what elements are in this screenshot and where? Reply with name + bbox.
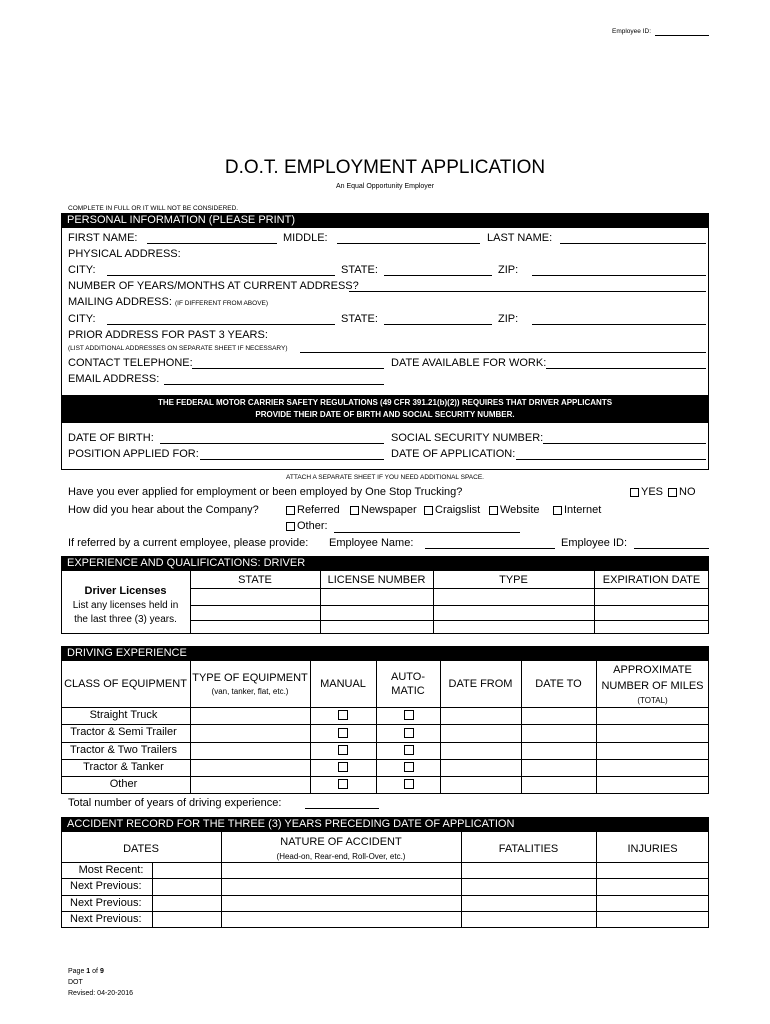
total-years-label: Total number of years of driving experience:	[68, 797, 282, 809]
craigslist-option[interactable]: Craigslist	[424, 504, 480, 516]
page-subtitle: An Equal Opportunity Employer	[335, 183, 435, 190]
exp-row-line-2	[190, 605, 709, 606]
fmcsr-banner	[61, 395, 709, 423]
list-note-2: the last three (3) years.	[74, 614, 177, 625]
mailing-zip-field[interactable]	[532, 324, 706, 325]
total-years-field[interactable]	[305, 808, 379, 809]
exp-col-license: LICENSE NUMBER	[327, 574, 426, 586]
acc-row-next-1: Next Previous:	[70, 880, 142, 892]
employee-name-label: Employee Name:	[329, 537, 414, 549]
auto-checkbox-tanker[interactable]	[404, 762, 414, 772]
ssn-field[interactable]	[543, 443, 706, 444]
auto-checkbox-semi[interactable]	[404, 728, 414, 738]
how-hear-question: How did you hear about the Company?	[68, 504, 259, 516]
experience-header: EXPERIENCE AND QUALIFICATIONS: DRIVER	[61, 556, 709, 571]
acc-col-injuries: INJURIES	[627, 843, 678, 855]
mailing-address-label: MAILING ADDRESS: (IF DIFFERENT FROM ABOVE)	[68, 296, 269, 308]
drv-row-two-trailers: Tractor & Two Trailers	[70, 744, 177, 756]
page-title: D.O.T. EMPLOYMENT APPLICATION	[224, 157, 546, 178]
email-label: EMAIL ADDRESS:	[68, 373, 160, 385]
drv-col-approx-3: (TOTAL)	[637, 696, 668, 705]
mailing-city-label: CITY:	[68, 313, 96, 325]
checkbox-icon[interactable]	[286, 506, 295, 515]
fmcsr-line-2: PROVIDE THEIR DATE OF BIRTH AND SOCIAL SECURITY NUMBER.	[255, 410, 515, 419]
acc-col-nature: NATURE OF ACCIDENT	[280, 836, 402, 848]
acc-row-line-2	[61, 895, 709, 896]
drv-row-line-2	[61, 742, 709, 743]
applied-before-question: Have you ever applied for employment or been employed by One Stop Trucking?	[68, 486, 463, 498]
position-field[interactable]	[200, 459, 384, 460]
last-name-label: LAST NAME:	[487, 232, 553, 244]
checkbox-icon[interactable]	[668, 488, 677, 497]
checkbox-icon[interactable]	[489, 506, 498, 515]
dob-label: DATE OF BIRTH:	[68, 432, 154, 444]
mailing-city-field[interactable]	[107, 324, 335, 325]
other-option[interactable]: Other:	[286, 520, 328, 532]
personal-info-header: PERSONAL INFORMATION (PLEASE PRINT)	[61, 213, 709, 228]
footer-revised: Revised: 04-20-2016	[68, 990, 133, 997]
drv-row-semi-trailer: Tractor & Semi Trailer	[70, 726, 177, 738]
prior-address-label: PRIOR ADDRESS FOR PAST 3 YEARS:	[68, 329, 268, 341]
auto-checkbox-two[interactable]	[404, 745, 414, 755]
page-number: Page 1 of 9	[68, 968, 104, 975]
drv-col-date-from: DATE FROM	[448, 678, 513, 690]
prior-address-field[interactable]	[300, 352, 706, 353]
acc-col-fatalities: FATALITIES	[498, 843, 559, 855]
checkbox-icon[interactable]	[630, 488, 639, 497]
checkbox-icon[interactable]	[424, 506, 433, 515]
city-field[interactable]	[107, 275, 335, 276]
employee-id-label: Employee ID:	[561, 537, 628, 549]
manual-checkbox-other[interactable]	[338, 779, 348, 789]
date-application-field[interactable]	[516, 459, 706, 460]
city-label: CITY:	[68, 264, 96, 276]
exp-row-line-3	[190, 620, 709, 621]
accident-header: ACCIDENT RECORD FOR THE THREE (3) YEARS PRECEDING DATE OF APPLICATION	[61, 817, 709, 832]
state-field[interactable]	[384, 275, 492, 276]
drv-row-line-4	[61, 776, 709, 777]
state-label: STATE:	[341, 264, 378, 276]
acc-row-line-1	[61, 878, 709, 879]
last-name-field[interactable]	[560, 243, 706, 244]
zip-field[interactable]	[532, 275, 706, 276]
date-available-field[interactable]	[546, 368, 706, 369]
drv-col-date-to: DATE TO	[535, 678, 582, 690]
employee-id-field[interactable]	[634, 548, 709, 549]
drv-col-auto-2: MATIC	[391, 685, 425, 697]
top-employee-id-label: Employee ID:	[612, 28, 652, 35]
date-available-label: DATE AVAILABLE FOR WORK:	[391, 357, 547, 369]
years-months-label: NUMBER OF YEARS/MONTHS AT CURRENT ADDRESS?	[68, 280, 359, 292]
date-application-label: DATE OF APPLICATION:	[391, 448, 516, 460]
employee-name-field[interactable]	[425, 548, 555, 549]
checkbox-icon[interactable]	[553, 506, 562, 515]
referred-option[interactable]: Referred	[286, 504, 340, 516]
applied-no-option[interactable]: NO	[668, 486, 696, 498]
manual-checkbox-straight[interactable]	[338, 710, 348, 720]
fmcsr-line-1: THE FEDERAL MOTOR CARRIER SAFETY REGULATIONS (49 CFR 391.21(b)(2)) REQUIRES THAT DRIVER APPLICANTS	[157, 398, 613, 407]
newspaper-option[interactable]: Newspaper	[350, 504, 417, 516]
contact-phone-label: CONTACT TELEPHONE:	[68, 357, 193, 369]
first-name-label: FIRST NAME:	[68, 232, 138, 244]
position-label: POSITION APPLIED FOR:	[68, 448, 199, 460]
drv-col-type-note: (van, tanker, flat, etc.)	[211, 687, 289, 696]
middle-field[interactable]	[337, 243, 480, 244]
applied-yes-option[interactable]: YES	[630, 486, 663, 498]
exp-col-expiration: EXPIRATION DATE	[602, 574, 701, 586]
checkbox-icon[interactable]	[286, 522, 295, 531]
mailing-state-field[interactable]	[384, 324, 492, 325]
drv-row-tanker: Tractor & Tanker	[83, 761, 164, 773]
prior-address-note: (LIST ADDITIONAL ADDRESSES ON SEPARATE SHEET IF NECESSARY)	[68, 345, 288, 352]
driving-header: DRIVING EXPERIENCE	[61, 646, 709, 661]
drv-row-line-1	[61, 724, 709, 725]
drv-col-approx-1: APPROXIMATE	[613, 664, 692, 676]
dob-field[interactable]	[160, 443, 384, 444]
drv-row-line-3	[61, 759, 709, 760]
checkbox-icon[interactable]	[350, 506, 359, 515]
acc-row-next-3: Next Previous:	[70, 913, 142, 925]
top-employee-id-field[interactable]	[655, 35, 709, 36]
manual-checkbox-semi[interactable]	[338, 728, 348, 738]
drv-col-auto-1: AUTO-	[390, 671, 426, 683]
acc-col-nature-note: (Head-on, Rear-end, Roll-Over, etc.)	[276, 852, 406, 861]
ssn-label: SOCIAL SECURITY NUMBER:	[391, 432, 544, 444]
exp-col-type: TYPE	[499, 574, 528, 586]
complete-note: COMPLETE IN FULL OR IT WILL NOT BE CONSIDERED.	[68, 205, 239, 212]
acc-row-most-recent: Most Recent:	[78, 864, 144, 876]
drv-row-other: Other	[109, 778, 138, 790]
drv-col-type: TYPE OF EQUIPMENT	[192, 672, 308, 684]
acc-row-next-2: Next Previous:	[70, 897, 142, 909]
acc-col-dates: DATES	[123, 843, 159, 855]
internet-option[interactable]: Internet	[553, 504, 601, 516]
contact-phone-field[interactable]	[192, 368, 384, 369]
years-months-field[interactable]	[349, 291, 706, 292]
auto-checkbox-other[interactable]	[404, 779, 414, 789]
exp-row-line-1	[190, 588, 709, 589]
first-name-field[interactable]	[147, 243, 277, 244]
exp-col-state: STATE	[238, 574, 272, 586]
drv-col-class: CLASS OF EQUIPMENT	[64, 678, 187, 690]
manual-checkbox-two[interactable]	[338, 745, 348, 755]
drv-row-straight-truck: Straight Truck	[89, 709, 158, 721]
auto-checkbox-straight[interactable]	[404, 710, 414, 720]
other-field[interactable]	[334, 532, 520, 533]
physical-address-label: PHYSICAL ADDRESS:	[68, 248, 181, 260]
footer-dot: DOT	[68, 979, 83, 986]
middle-label: MIDDLE:	[283, 232, 328, 244]
acc-row-line-3	[61, 911, 709, 912]
email-field[interactable]	[164, 384, 384, 385]
if-referred-label: If referred by a current employee, please provide:	[68, 537, 309, 549]
drv-col-manual: MANUAL	[320, 678, 366, 690]
mailing-zip-label: ZIP:	[498, 313, 519, 325]
driver-licenses-label: Driver Licenses	[84, 585, 167, 597]
mailing-state-label: STATE:	[341, 313, 378, 325]
list-note-1: List any licenses held in	[72, 600, 179, 611]
manual-checkbox-tanker[interactable]	[338, 762, 348, 772]
zip-label: ZIP:	[498, 264, 519, 276]
website-option[interactable]: Website	[489, 504, 540, 516]
drv-col-approx-2: NUMBER OF MILES	[601, 680, 704, 692]
attach-note: ATTACH A SEPARATE SHEET IF YOU NEED ADDITIONAL SPACE.	[286, 474, 484, 481]
